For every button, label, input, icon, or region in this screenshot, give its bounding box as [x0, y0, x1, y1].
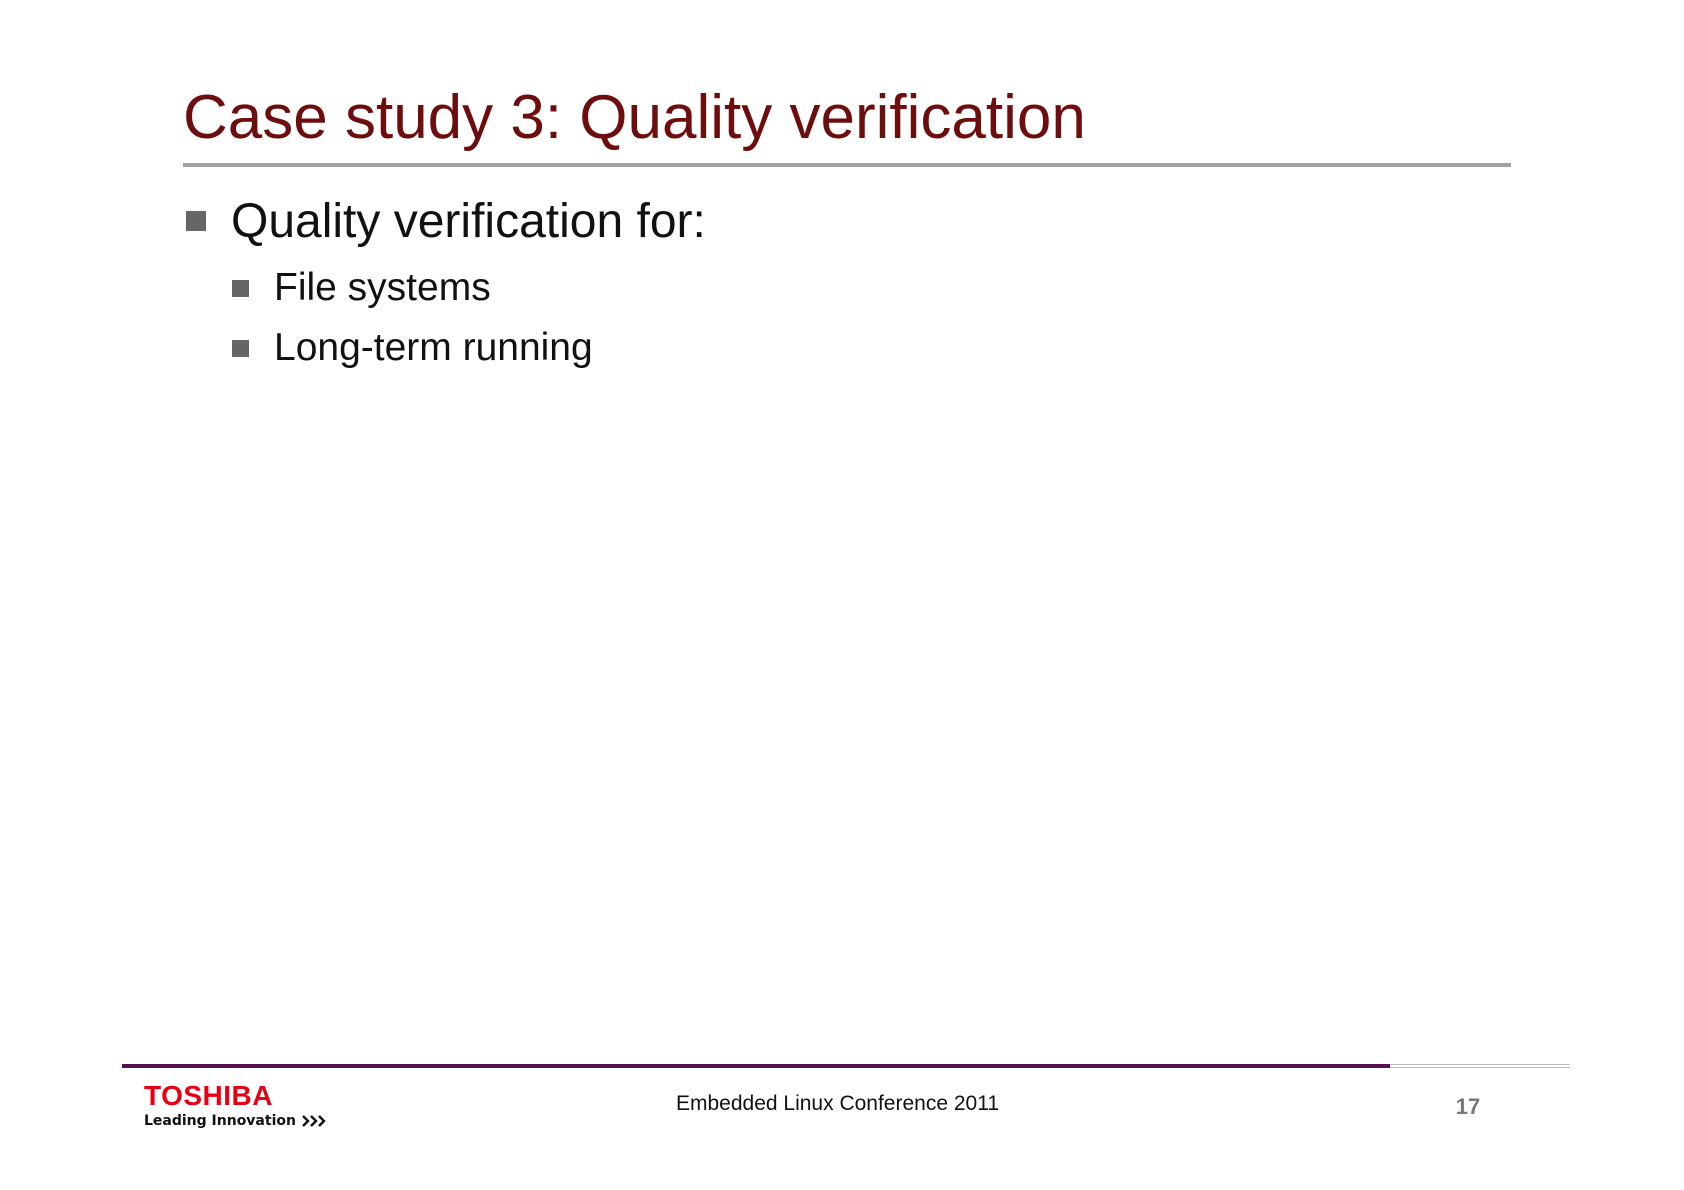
- footer-conference: Embedded Linux Conference 2011: [676, 1092, 1000, 1115]
- sub-bullet-text: File systems: [274, 266, 491, 309]
- logo-tagline-text: Leading Innovation: [144, 1113, 296, 1129]
- chevrons-right-icon: [301, 1114, 327, 1128]
- toshiba-logo: [144, 1080, 334, 1130]
- square-bullet-icon: [186, 211, 206, 231]
- bullet-text: Quality verification for:: [231, 194, 706, 248]
- sub-bullet-item: [232, 324, 593, 372]
- square-bullet-icon: [232, 280, 249, 297]
- footer-divider-light: [1390, 1064, 1570, 1068]
- slide-title: Case study 3: Quality verification: [183, 83, 1086, 152]
- title-divider: [183, 163, 1511, 167]
- logo-tagline: [144, 1112, 327, 1130]
- bullet-item: [186, 191, 706, 251]
- logo-wordmark: TOSHIBA: [144, 1080, 273, 1111]
- sub-bullet-item: [232, 264, 491, 312]
- page-number: 17: [1455, 1094, 1481, 1119]
- footer-divider: [122, 1064, 1390, 1068]
- square-bullet-icon: [232, 340, 249, 357]
- sub-bullet-text: Long-term running: [274, 326, 593, 369]
